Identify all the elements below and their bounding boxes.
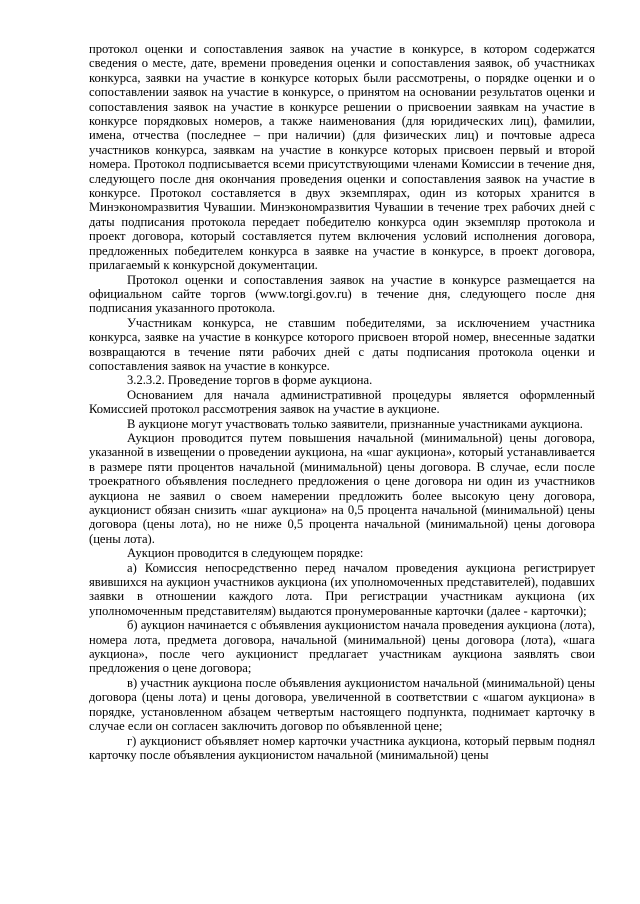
paragraph-procedure-basis: Основанием для начала административной процедуры является оформленный Комиссией протокол рассмотрения заявок на участие в аукционе. xyxy=(89,387,595,417)
list-item-g: г) аукционист объявляет номер карточки участника аукциона, который первым поднял карточку после объявления аукционистом начальной (минимальной) цены xyxy=(89,733,595,762)
paragraph-protocol-contents: протокол оценки и сопоставления заявок на участие в конкурсе, в котором содержатся сведения о месте, дате, времени проведения оценки и сопоставления заявок, об участниках конкурса, заявки на участие в конкурсе которых были рассмотрены, о порядке оценки и о сопоставлении заявок на участие в конкурсе, о принятом на основании результатов оценки и сопоставления заявок на участие в конкурсе решении о присвоении заявкам на участие в конкурсе порядковых номеров, а также наименования (для юридических лиц), фамилии, имена, отчества (последнее – при наличии) (для физических лиц) и почтовые адреса участников конкурса, заявкам на участие в конкурсе которых присвоен первый и второй номера. Протокол подписывается всеми присутствующими членами Комиссии в течение дня, следующего после дня окончания проведения оценки и сопоставления заявок на участие в конкурсе. Протокол составляется в двух экземплярах, один из которых хранится в Минэкономразвития Чувашии. Минэкономразвития Чувашии в течение трех рабочих дней с даты подписания протокола передает победителю конкурса один экземпляр протокола и проект договора, который составляется путем включения условий исполнения договора, предложенных победителем конкурса в заявке на участие в конкурсе, в проект договора, прилагаемый к конкурсной документации. xyxy=(89,42,595,273)
document-page xyxy=(89,42,595,762)
list-item-v: в) участник аукциона после объявления аукционистом начальной (минимальной) цены договора (цены лота) и цены договора, увеличенной в соответствии с «шагом аукциона» в порядке, установленном абзацем четвертым настоящего подпункта, поднимает карточку в случае если он согласен заключить договор по объявленной цене; xyxy=(89,675,595,734)
paragraph-protocol-publication: Протокол оценки и сопоставления заявок на участие в конкурсе размещается на официальном сайте торгов (www.torgi.gov.ru) в течение дня, следующего после дня подписания указанного протокола. xyxy=(89,272,595,316)
list-item-a: а) Комиссия непосредственно перед началом проведения аукциона регистрирует явившихся на аукцион участников аукциона (их уполномоченных представителей), подавших заявки в отношении каждого лота. При регистрации участникам аукциона (их уполномоченным представителям) выдаются пронумерованные карточки (далее - карточки); xyxy=(89,560,595,618)
paragraph-deposit-return: Участникам конкурса, не ставшим победителями, за исключением участника конкурса, заявке на участие в конкурсе которого присвоен второй номер, внесенные задатки возвращаются в течение пяти рабочих дней с даты подписания протокола оценки и сопоставления заявок на участие в конкурсе. xyxy=(89,315,595,373)
section-heading-auction: 3.2.3.2. Проведение торгов в форме аукциона. xyxy=(127,373,373,388)
paragraph-auction-participants: В аукционе могут участвовать только заявители, признанные участниками аукциона. xyxy=(127,416,583,431)
paragraph-auction-order: Аукцион проводится в следующем порядке: xyxy=(127,546,364,561)
list-item-b: б) аукцион начинается с объявления аукционистом начала проведения аукциона (лота), номера лота, предмета договора, начальной (минимальной) цены договора (лота), «шага аукциона», после чего аукционист предлагает участникам аукциона заявлять свои предложения о цене договора; xyxy=(89,618,595,676)
paragraph-auction-step: Аукцион проводится путем повышения начальной (минимальной) цены договора, указанной в извещении о проведении аукциона, на «шаг аукциона», который устанавливается в размере пяти процентов начальной (минимальной) цены договора. В случае, если после троекратного объявления последнего предложения о цене договора ни один из участников аукциона не заявил о своем намерении предложить более высокую цену договора, аукционист обязан снизить «шаг аукциона» на 0,5 процента начальной (минимальной) цены договора (цены лота), но не ниже 0,5 процента начальной (минимальной) цены договора (цены лота). xyxy=(89,430,595,546)
